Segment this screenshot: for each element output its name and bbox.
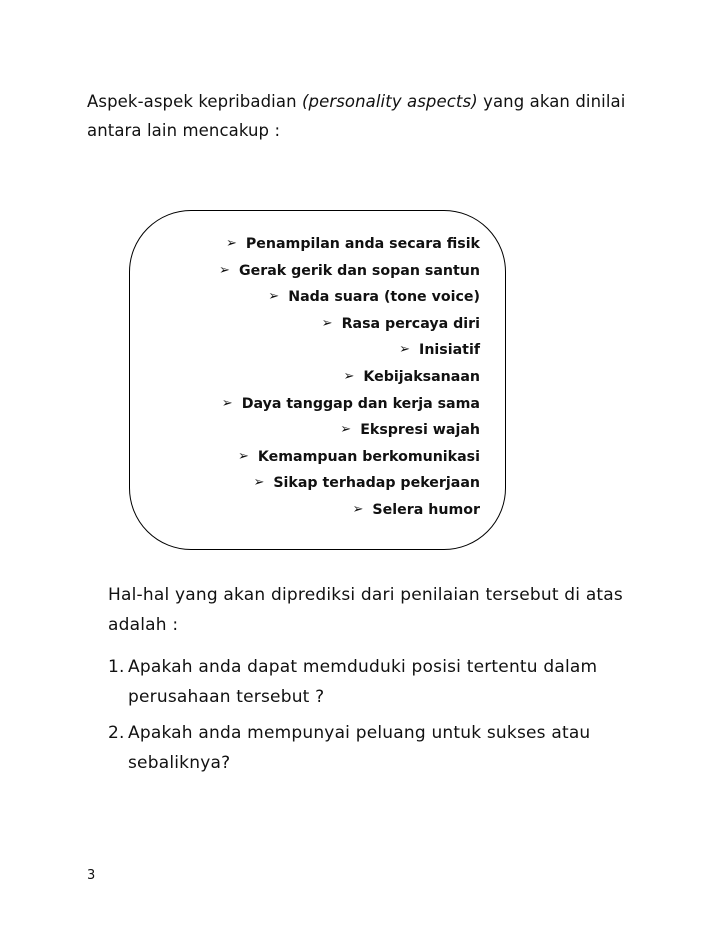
arrowhead-bullet-icon: ➢	[321, 315, 333, 331]
aspects-list	[219, 231, 480, 524]
arrowhead-bullet-icon: ➢	[340, 422, 352, 438]
list-item: ➢ Kebijaksanaan	[219, 364, 480, 391]
arrowhead-bullet-icon: ➢	[221, 395, 233, 411]
arrowhead-bullet-icon: ➢	[237, 448, 249, 464]
intro-text-italic: (personality aspects)	[301, 92, 478, 111]
list-item: ➢ Sikap terhadap pekerjaan	[219, 470, 480, 497]
arrowhead-bullet-icon: ➢	[225, 236, 237, 251]
arrowhead-bullet-icon: ➢	[352, 501, 364, 517]
arrowhead-bullet-icon: ➢	[268, 289, 280, 305]
list-item: ➢ Penampilan anda secara fisik	[219, 231, 480, 258]
page-number: 3	[87, 868, 96, 883]
arrowhead-bullet-icon: ➢	[219, 262, 230, 278]
intro-text-end: yang akan dinilai antara lain mencakup :	[87, 92, 626, 140]
arrowhead-bullet-icon: ➢	[343, 368, 355, 384]
intro-text-start: Aspek-aspek kepribadian	[87, 92, 302, 111]
list-item: ➢ Ekspresi wajah	[219, 417, 480, 444]
questions-list	[108, 652, 668, 784]
list-item	[108, 718, 668, 778]
list-item: ➢ Selera humor	[219, 497, 480, 524]
question-text: Apakah anda dapat memduduki posisi tertentu dalam perusahaan tersebut ?	[128, 657, 598, 707]
question-number: 1.	[108, 657, 125, 677]
list-item: ➢ Nada suara (tone voice)	[219, 284, 480, 311]
arrowhead-bullet-icon: ➢	[399, 342, 411, 358]
list-item: ➢ Daya tanggap dan kerja sama	[219, 391, 480, 418]
prediction-paragraph	[108, 580, 668, 640]
list-item: ➢ Kemampuan berkomunikasi	[219, 444, 480, 471]
question-number: 2.	[108, 723, 125, 743]
list-item: ➢ Inisiatif	[219, 337, 480, 364]
arrowhead-bullet-icon: ➢	[253, 475, 265, 491]
list-item	[108, 652, 668, 712]
list-item: ➢ Rasa percaya diri	[219, 311, 480, 338]
prediction-text: Hal-hal yang akan diprediksi dari penilaian tersebut di atas adalah :	[108, 585, 623, 635]
intro-paragraph	[87, 87, 667, 145]
question-text: Apakah anda mempunyai peluang untuk sukses atau sebaliknya?	[128, 723, 591, 773]
list-item: ➢ Gerak gerik dan sopan santun	[219, 258, 480, 285]
